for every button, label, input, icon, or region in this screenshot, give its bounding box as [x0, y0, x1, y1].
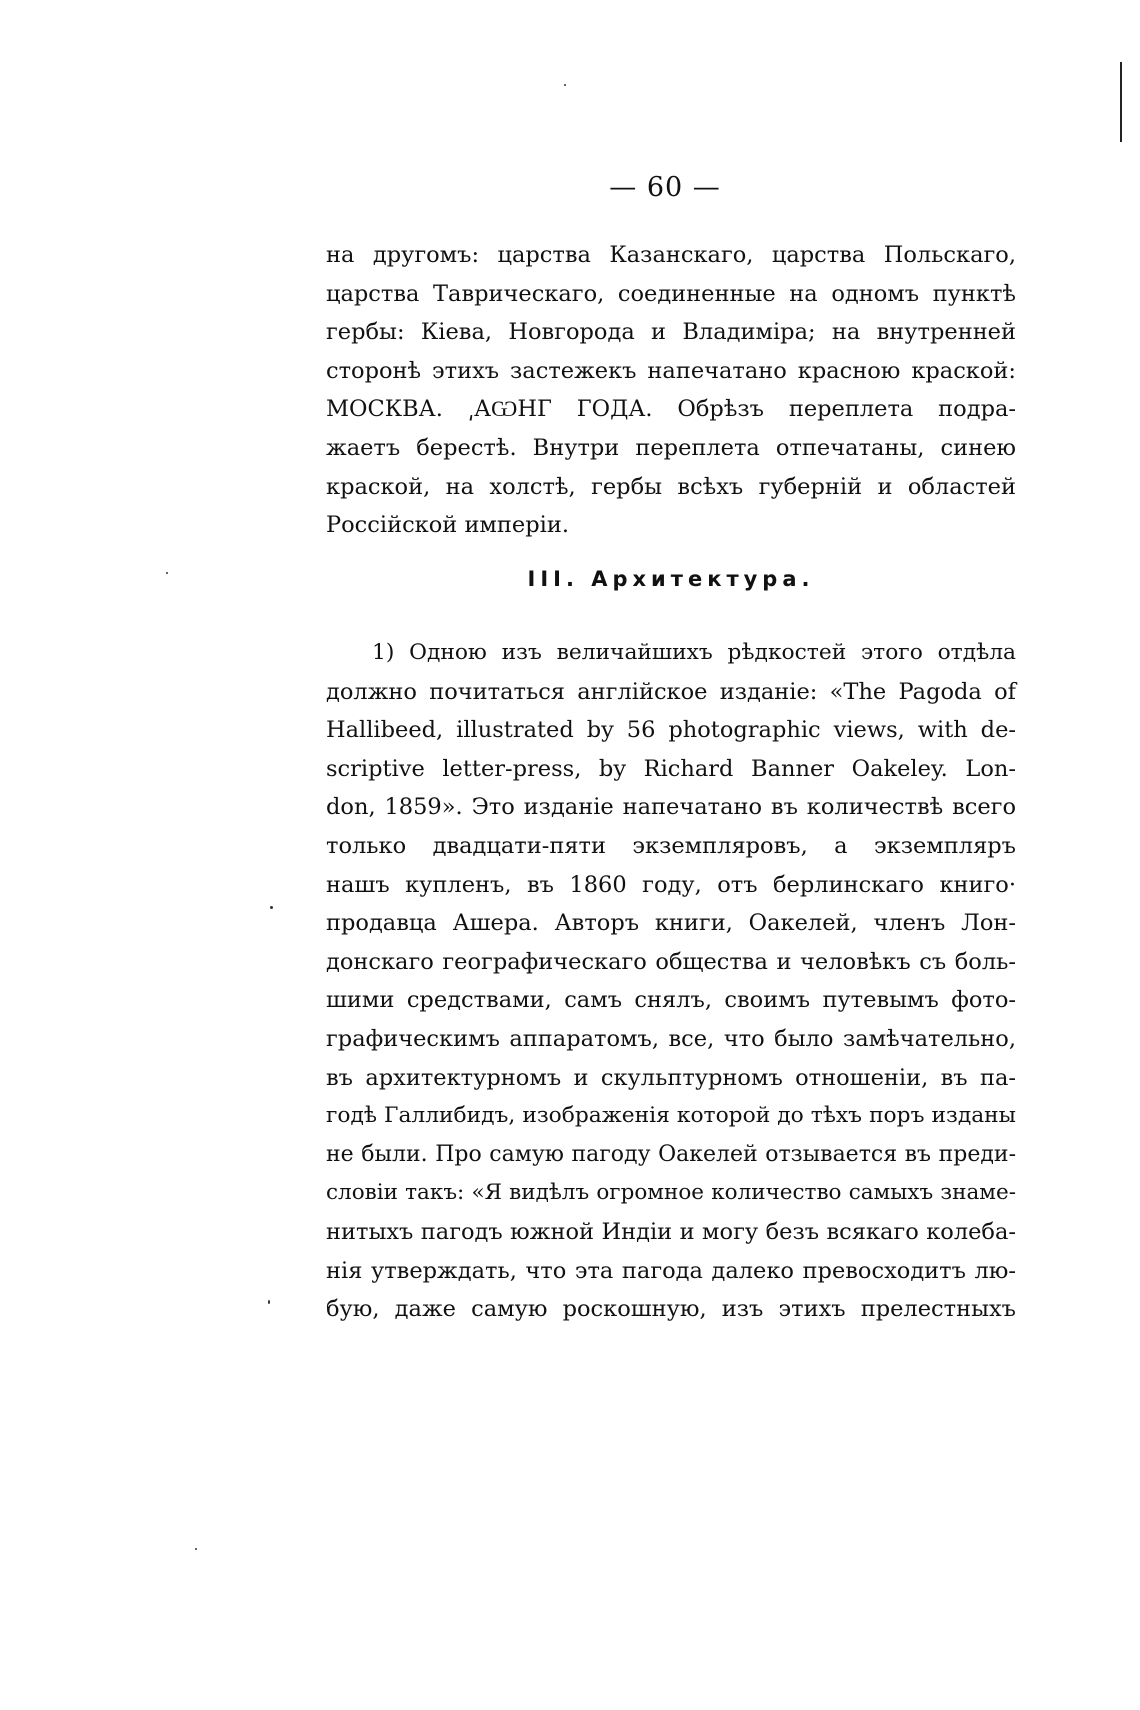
text-line: нитыхъ пагодъ южной Индіи и могу безъ всякаго колеба-: [326, 1218, 1016, 1245]
text-line: нашъ купленъ, въ 1860 году, отъ берлинскаго книго·: [326, 871, 1016, 898]
text-line: шими средствами, самъ снялъ, своимъ путевымъ фото-: [326, 987, 1016, 1014]
text-line: don, 1859». Это изданіе напечатано въ количествѣ всего: [326, 794, 1016, 821]
text-line: Hallibeed, illustrated by 56 photographic views, with de-: [326, 717, 1016, 744]
text-line: гербы: Кіева, Новгорода и Владиміра; на внутренней: [326, 319, 1016, 346]
text-line: сторонѣ этихъ застежекъ напечатано красною краской:: [326, 357, 1016, 384]
scan-speck: [195, 1548, 197, 1550]
scan-speck: [166, 572, 168, 574]
text-line: донскаго географическаго общества и человѣкъ съ боль-: [326, 948, 1016, 975]
text-line: жаетъ берестѣ. Внутри переплета отпечатаны, синею: [326, 434, 1016, 461]
scan-speck: [564, 84, 566, 86]
text-line: въ архитектурномъ и скульптурномъ отношеніи, въ па-: [326, 1064, 1016, 1091]
text-line: нія утверждать, что эта пагода далеко превосходитъ лю-: [326, 1257, 1016, 1284]
text-line: не были. Про самую пагоду Оакелей отзывается въ преди-: [326, 1141, 1016, 1167]
text-line: царства Таврическаго, соединенные на одномъ пунктѣ: [326, 280, 1016, 307]
text-line: Россійской имперіи.: [326, 512, 569, 539]
text-line: словіи такъ: «Я видѣлъ огромное количество самыхъ знаме-: [326, 1180, 1016, 1206]
text-line: графическимъ аппаратомъ, все, что было замѣчательно,: [326, 1025, 1016, 1052]
text-line: только двадцати-пяти экземпляровъ, а экземпляръ: [326, 832, 1016, 859]
scan-speck: [268, 1300, 270, 1304]
text-line: МОСКВА. ͵АѠНГ ГОДА. Обрѣзъ переплета подра-: [326, 396, 1016, 423]
text-line: бую, даже самую роскошную, изъ этихъ прелестныхъ: [326, 1296, 1016, 1323]
text-line: краской, на холстѣ, гербы всѣхъ губерній и областей: [326, 473, 1016, 500]
main-paragraph: [326, 634, 1016, 1329]
text-line: scriptive letter-press, by Richard Banner Oakeley. Lon-: [326, 755, 1016, 782]
text-line: 1) Одною изъ величайшихъ рѣдкостей этого отдѣла: [372, 640, 1016, 665]
text-line: годѣ Галлибидъ, изображенія которой до тѣхъ поръ изданы: [326, 1103, 1016, 1129]
scan-edge-mark: [1120, 62, 1122, 142]
section-heading: III. Архитектура.: [527, 567, 815, 591]
text-line: продавца Ашера. Авторъ книги, Оакелей, членъ Лон-: [326, 910, 1016, 937]
text-line: должно почитаться англійское изданіе: «The Pagoda of: [326, 678, 1016, 705]
page-number: — 60 —: [609, 172, 721, 203]
scan-speck: [270, 906, 273, 909]
intro-paragraph: [326, 236, 1016, 545]
text-line: на другомъ: царства Казанскаго, царства Польскаго,: [326, 242, 1016, 268]
